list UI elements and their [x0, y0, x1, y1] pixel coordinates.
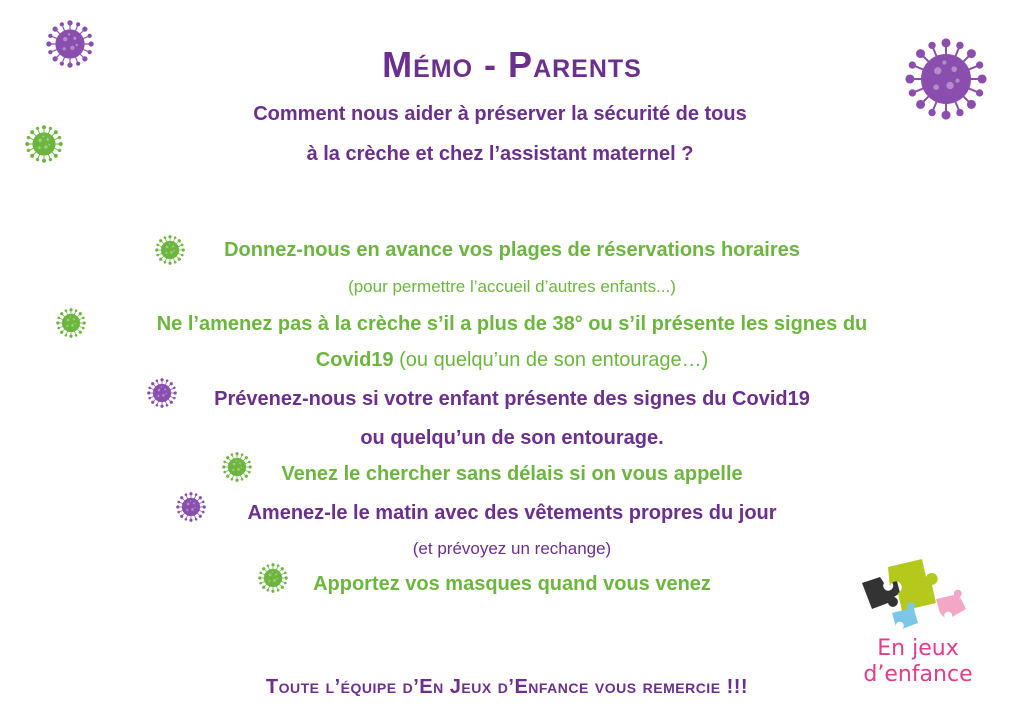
item-2-text: Ne l’amenez pas à la crèche s’il a plus de 38° ou s’il présente les signes du — [156, 313, 868, 335]
logo-line-1: En jeux — [877, 636, 959, 661]
logo-line-2: d’enfance — [863, 662, 973, 687]
item-2-covid: Covid19 — [315, 349, 394, 371]
item-3-text: Prévenez-nous si votre enfant présente des signes du Covid19 — [214, 388, 810, 410]
subtitle-line-2: à la crèche et chez l’assistant maternel ? — [306, 143, 694, 165]
puzzle-logo-icon — [858, 555, 970, 637]
item-1-text: Donnez-nous en avance vos plages de réservations horaires — [224, 239, 800, 261]
item-4-text: Venez le chercher sans délais si on vous appelle — [281, 463, 743, 485]
subtitle-line-1: Comment nous aider à préserver la sécurité de tous — [253, 103, 747, 125]
item-1-note: (pour permettre l’accueil d’autres enfants...) — [348, 277, 676, 296]
item-6-text: Apportez vos masques quand vous venez — [313, 573, 711, 595]
item-3-line-2: ou quelqu’un de son entourage. — [360, 427, 664, 449]
footer-thanks: Toute l’équipe d’En Jeux d’Enfance vous remercie !!! — [265, 676, 749, 698]
item-2-line-2 — [0, 349, 1024, 372]
item-5-text: Amenez-le le matin avec des vêtements propres du jour — [247, 502, 777, 524]
page-title: Mémo - Parents — [382, 44, 642, 85]
item-5-note: (et prévoyez un rechange) — [412, 539, 612, 558]
item-2-note: (ou quelqu’un de son entourage…) — [399, 349, 709, 371]
